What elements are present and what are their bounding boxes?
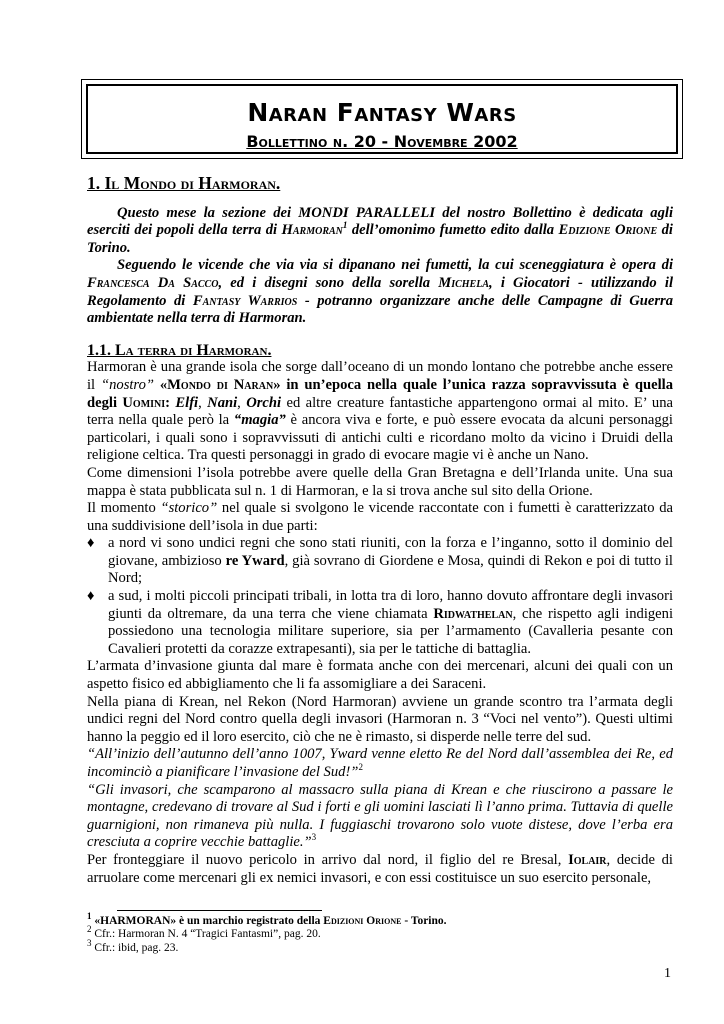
footnote-ref-2: 2 <box>358 762 363 773</box>
quote-1: “All’inizio dell’autunno dell’anno 1007, Yward venne eletto Re del Nord dall’assemblea dei Re, ed incominciò a pianificare l’invasione del Sud!”$^2$ <box>87 746 673 780</box>
body-paragraph-6: Per fronteggiare il nuovo pericolo in arrivo dal nord, il figlio del re Bresal, Iolair, decide di arruolare come mercenari gli ex nemici invasori, e con essi costituisce un suo esercito personale, <box>87 851 673 886</box>
title-box <box>81 79 683 159</box>
list-item-north: ♦ a nord vi sono undici regni che sono stati riuniti, con la forza e l’inganno, sotto il dominio del giovane, ambizioso re Yward, già sovrano di Giordene e Mosa, quindi di Rekon e poi di tutto il Nord; <box>87 535 673 587</box>
footnote-divider <box>117 910 322 911</box>
regions-list <box>87 535 673 658</box>
section-heading-1: 1. Il Mondo di Harmoran. <box>87 173 281 193</box>
intro-block <box>87 205 673 328</box>
footnote-1: $^1$ «HARMORAN» è un marchio registrato della Edizioni Orione - Torino. <box>87 911 447 927</box>
body-paragraph-5: Nella piana di Krean, nel Rekon (Nord Harmoran) avviene un grande scontro tra l’armata degli undici regni del Nord contro quella degli invasori (Harmoran n. 3 “Voci nel vento”). Questi ultimi hanno la peggio ed il loro esercito, ciò che ne è rimasto, si disperde nelle terre del sud. <box>87 693 673 745</box>
quote-2: “Gli invasori, che scamparono al massacro sulla piana di Krean e che riuscirono a passare le montagne, credevano di trovare al Sud i forti e gli uomini lasciati lì l’anno prima. Tuttavia di quelle guarnigioni, non rimaneva più nulla. I fuggiaschi trovarono solo vuote distese, dove l’erba era cresciuta a coprire vecchie battaglie.”$^3$ <box>87 781 673 851</box>
bulletin-subtitle: Bollettino n. 20 - Novembre 2002 <box>246 132 518 151</box>
page-number: 1 <box>664 966 671 981</box>
footnote-2: $^2$ Cfr.: Harmoran N. 4 “Tragici Fantasmi”, pag. 20. <box>87 924 321 941</box>
footnote-ref-1: 1 <box>342 220 348 231</box>
title-box-inner-border <box>86 84 678 154</box>
footnotes <box>87 910 673 955</box>
list-item-south: ♦ a sud, i molti piccoli principati tribali, in lotta tra di loro, hanno dovuto affrontare degli invasori giunti da oltremare, da una terra che viene chiamata Ridwathelan, che rispetto agli indigeni possiedono una tecnologia militare superiore, sia per l’armamento (Cavalleria pesante con Cavalieri protetti da corazze extrapesanti), sia per le tattiche di battaglia. <box>87 588 673 657</box>
document-title: Naran Fantasy Wars <box>247 98 517 127</box>
diamond-bullet-icon: ♦ <box>87 588 95 605</box>
diamond-bullet-icon: ♦ <box>87 535 95 552</box>
section-heading-1-1: 1.1. La terra di Harmoran. <box>87 341 272 359</box>
body-paragraph-4: L’armata d’invasione giunta dal mare è formata anche con dei mercenari, alcuni dei quali con un aspetto fisico ed abbigliamento che li fa assomigliare a dei Saraceni. <box>87 658 673 693</box>
body-paragraph-2: Come dimensioni l’isola potrebbe avere quelle della Gran Bretagna e dell’Irlanda unite. Una sua mappa è stata pubblicata sul n. 1 di Harmoran, e la si trova anche sul sito della Orione. <box>87 464 673 499</box>
body-paragraph-3: Il momento “storico” nel quale si svolgono le vicende raccontate con i fumetti è caratterizzato da una suddivisione dell’isola in due parti: <box>87 500 673 534</box>
footnote-ref-3: 3 <box>311 832 317 843</box>
main-content <box>87 175 673 887</box>
footnote-3: $^3$ Cfr.: ibid, pag. 23. <box>87 937 179 954</box>
body-paragraph-1: Harmoran è una grande isola che sorge dall’oceano di un mondo lontano che potrebbe anche essere il “nostro” «Mondo di Naran» in un’epoca nella quale l’unica razza sopravvissuta è quella degli Uomini: Elfi, Nani, Orchi ed altre creature fantastiche appartengono ormai al mito. E’ una terra nella quale però la “magia” è ancora viva e forte, e può essere evocata da alcuni personaggi particolari, i quali sono i sopravvissuti di antichi culti e ricordano molto da vicino i Druidi della religione celtica. Tra questi personaggi in grado di evocare magie vi è anche un Nano. <box>87 359 674 464</box>
intro-paragraph-2: Seguendo le vicende che via via si dipanano nei fumetti, la cui sceneggiatura è opera di Francesca Da Sacco, ed i disegni sono della sorella Michela, i Giocatori - utilizzando il Regolamento di Fantasy Warrios - potranno organizzare anche delle Campagne di Guerra ambientate nella terra di Harmoran. <box>87 257 673 327</box>
intro-paragraph-1: Questo mese la sezione dei MONDI PARALLELI del nostro Bollettino è dedicata agli eserciti dei popoli della terra di Harmoran$^1$ dell’omonimo fumetto edito dalla Edizione Orione di Torino. <box>87 204 673 256</box>
